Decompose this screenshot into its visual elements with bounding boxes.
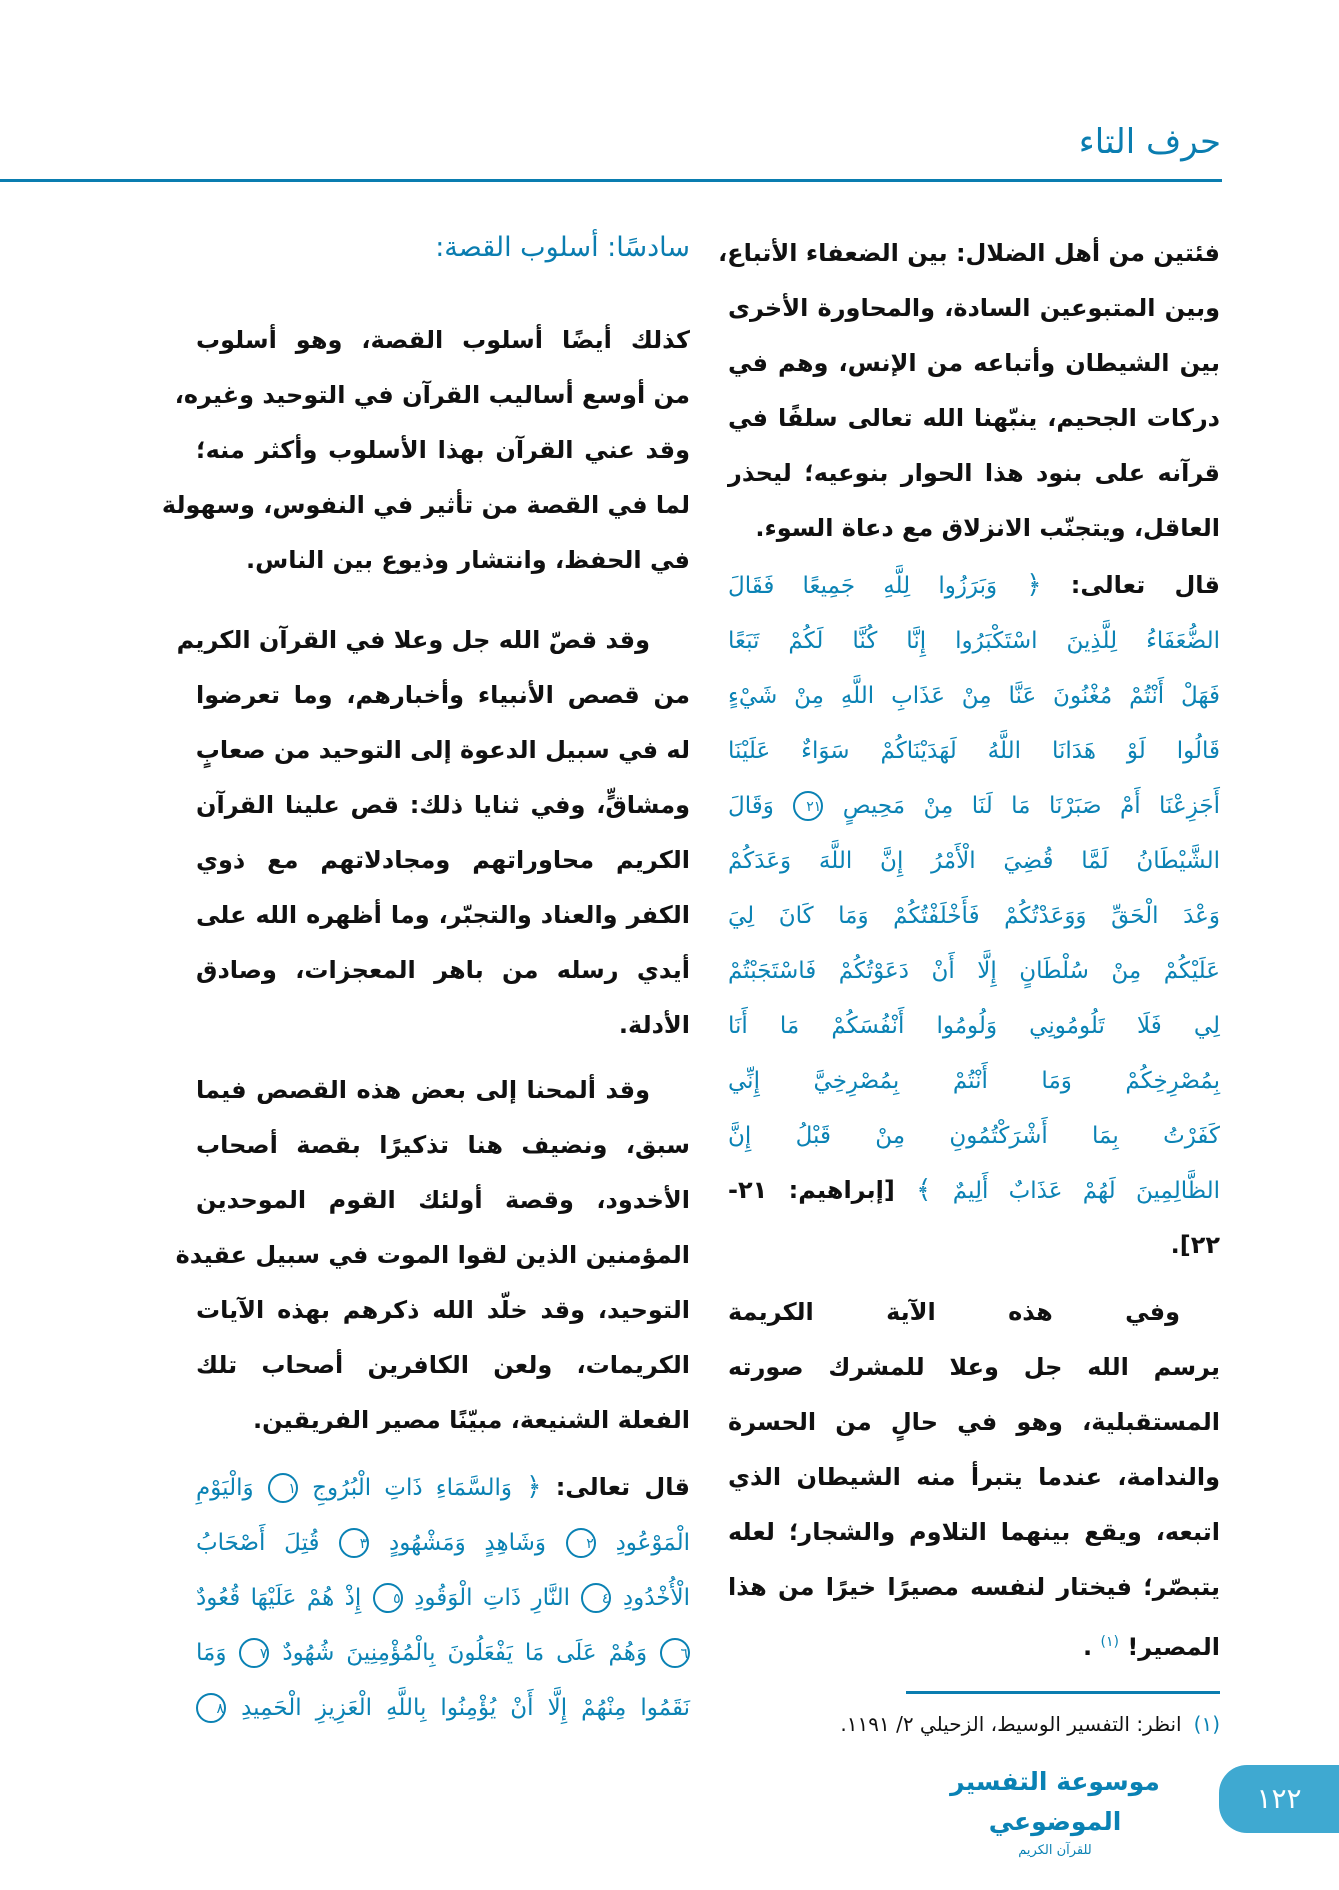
text-line	[196, 778, 690, 833]
text-line	[196, 888, 690, 943]
text-line	[728, 943, 1220, 998]
body-text: الأخدود، وقصة أولئك القوم الموحدين	[196, 1186, 690, 1214]
text-line	[728, 668, 1220, 723]
body-text: قرآنه على بنود هذا الحوار بنوعيه؛ ليحذر	[728, 459, 1220, 487]
body-text: في الحفظ، وانتشار وذيوع بين الناس.	[246, 546, 690, 574]
quran-text: بِمُصْرِخِكُمْ وَمَا أَنْتُمْ بِمُصْرِخِيَّ إِنِّي	[728, 1068, 1220, 1094]
text-line	[196, 1680, 690, 1735]
body-text: الكفر والعناد والتجبّر، وما أظهره الله على	[196, 901, 690, 929]
ornate-bracket: ﴿	[1026, 570, 1042, 600]
quran-text: وَهُمْ عَلَى مَا يَفْعَلُونَ بِالْمُؤْمِنِينَ شُهُودٌ	[282, 1640, 648, 1666]
text-line	[196, 668, 690, 723]
text-line	[728, 558, 1220, 613]
text-line	[175, 1228, 690, 1283]
text-line	[196, 1393, 690, 1448]
body-text: اتبعه، ويقع بينهما التلاوم والشجار؛ لعله	[728, 1518, 1220, 1546]
text-line	[728, 778, 1220, 833]
quran-text: نَقَمُوا مِنْهُمْ إِلَّا أَنْ يُؤْمِنُوا بِاللَّهِ الْعَزِيزِ الْحَمِيدِ	[241, 1695, 690, 1721]
quran-text: الضُّعَفَاءُ لِلَّذِينَ اسْتَكْبَرُوا إِنَّا كُنَّا لَكُمْ تَبَعًا	[728, 628, 1220, 654]
text-line	[728, 446, 1220, 501]
paragraph	[176, 613, 690, 1053]
encyclopedia-logo	[930, 1762, 1180, 1858]
body-text: له في سبيل الدعوة إلى التوحيد من صعابٍ	[195, 736, 690, 764]
body-text: وقد ألمحنا إلى بعض هذه القصص فيما	[196, 1076, 650, 1104]
logo-title: موسوعة التفسير الموضوعي	[950, 1767, 1160, 1836]
text-line	[728, 1560, 1220, 1615]
text-line	[196, 1063, 690, 1118]
ornate-bracket: ﴿	[526, 1472, 542, 1502]
text-line	[196, 1283, 690, 1338]
footnote-text: انظر: التفسير الوسيط، الزحيلي ٢/ ١١٩١.	[840, 1712, 1182, 1736]
body-text: من قصص الأنبياء وأخبارهم، وما تعرضوا	[196, 681, 690, 709]
text-line	[728, 1395, 1220, 1450]
text-line	[196, 1625, 690, 1680]
quran-text: لِي فَلَا تَلُومُونِي وَلُومُوا أَنْفُسَكُمْ مَا أَنَا	[728, 1013, 1220, 1039]
quran-text: أَجَزِعْنَا أَمْ صَبَرْنَا مَا لَنَا مِنْ مَحِيصٍ	[842, 793, 1220, 819]
body-text: [إبراهيم: ٢١-	[728, 1176, 895, 1204]
text-line	[728, 723, 1220, 778]
body-text: المستقبلية، وهو في حالٍ من الحسرة	[728, 1408, 1220, 1436]
text-line	[196, 1338, 690, 1393]
verse-number-marker: ٥	[373, 1583, 403, 1613]
text-line	[728, 1163, 1220, 1218]
text-line	[196, 723, 690, 778]
body-text: المؤمنين الذين لقوا الموت في سبيل عقيدة	[175, 1241, 690, 1269]
quran-text: وَالْيَوْمِ	[196, 1475, 254, 1501]
quran-text: وَبَرَزُوا لِلَّهِ جَمِيعًا فَقَالَ	[728, 573, 998, 599]
body-text: التوحيد، وقد خلّد الله ذكرهم بهذه الآيات	[196, 1296, 690, 1324]
quran-text: وَالسَّمَاءِ ذَاتِ الْبُرُوجِ	[312, 1475, 512, 1501]
text-line	[728, 888, 1220, 943]
body-text: بين الشيطان وأتباعه من الإنس، وهم في	[728, 349, 1220, 377]
paragraph	[196, 1460, 690, 1735]
verse-number-marker: ٦	[660, 1638, 690, 1668]
text-line	[728, 391, 1220, 446]
body-text: وفي هذه الآية الكريمة	[728, 1298, 1180, 1326]
quran-text: كَفَرْتُ بِمَا أَشْرَكْتُمُونِ مِنْ قَبْلُ إِنَّ	[728, 1123, 1220, 1149]
body-text: ومشاقٍّ، وفي ثنايا ذلك: قص علينا القرآن	[196, 791, 690, 819]
paragraph	[728, 558, 1220, 1273]
text-line	[728, 1450, 1220, 1505]
body-text: وبين المتبوعين السادة، والمحاورة الأخرى	[728, 294, 1220, 322]
quran-text: الظَّالِمِينَ لَهُمْ عَذَابٌ أَلِيمٌ	[952, 1178, 1220, 1204]
body-text: وقد قصّ الله جل وعلا في القرآن الكريم	[176, 626, 650, 654]
body-text: الكريم محاوراتهم ومجادلاتهم مع ذوي	[196, 846, 690, 874]
text-line	[174, 368, 690, 423]
body-text: العاقل، ويتجنّب الانزلاق مع دعاة السوء.	[755, 514, 1220, 542]
verse-number-marker: ٧	[239, 1638, 269, 1668]
text-line	[728, 1615, 1220, 1670]
quran-text: قَالُوا لَوْ هَدَانَا اللَّهُ لَهَدَيْنَاكُمْ سَوَاءٌ عَلَيْنَا	[728, 738, 1220, 764]
right-column	[718, 226, 1220, 1670]
text-line	[728, 501, 1220, 556]
left-column	[161, 313, 691, 1735]
body-text: وقد عني القرآن بهذا الأسلوب وأكثر منه؛	[196, 436, 690, 464]
text-line	[728, 336, 1220, 391]
verse-number-marker: ٨	[196, 1693, 226, 1723]
text-line	[728, 1053, 1220, 1108]
ornate-bracket: ﴾	[916, 1175, 932, 1205]
text-line	[196, 1173, 690, 1228]
body-text: لما في القصة من تأثير في النفوس، وسهولة	[161, 491, 690, 519]
body-text: الأدلة.	[618, 1011, 690, 1039]
quran-text: فَهَلْ أَنْتُمْ مُغْنُونَ عَنَّا مِنْ عَذَابِ اللَّهِ مِنْ شَيْءٍ	[728, 683, 1220, 709]
text-line	[728, 1505, 1220, 1560]
verse-number-marker: ٣	[339, 1528, 369, 1558]
verse-number-marker: ٢	[566, 1528, 596, 1558]
footnote-reference: (١)	[1100, 1634, 1119, 1650]
quran-text: وَعْدَ الْحَقِّ وَوَعَدْتُكُمْ فَأَخْلَفْتُكُمْ وَمَا كَانَ لِيَ	[728, 903, 1220, 929]
text-line	[728, 1108, 1220, 1163]
body-text: الفعلة الشنيعة، مبيّنًا مصير الفريقين.	[252, 1406, 690, 1434]
text-line	[196, 313, 690, 368]
text-line	[196, 533, 690, 588]
quran-text: عَلَيْكُمْ مِنْ سُلْطَانٍ إِلَّا أَنْ دَعَوْتُكُمْ فَاسْتَجَبْتُمْ	[728, 958, 1220, 984]
text-line	[196, 1570, 690, 1625]
paragraph	[718, 226, 1220, 556]
text-line	[196, 1515, 690, 1570]
quran-text: الْمَوْعُودِ	[615, 1530, 690, 1556]
body-text: يتبصّر؛ فيختار لنفسه مصيرًا خيرًا من هذا	[728, 1573, 1220, 1601]
text-line	[718, 226, 1220, 281]
text-line	[728, 998, 1220, 1053]
text-line	[196, 998, 690, 1053]
paragraph	[175, 1063, 690, 1448]
body-text: يرسم الله جل وعلا للمشرك صورته	[728, 1353, 1220, 1381]
body-text: الكريمات، ولعن الكافرين أصحاب تلك	[196, 1351, 690, 1379]
body-text: دركات الجحيم، ينبّهنا الله تعالى سلفًا في	[728, 404, 1220, 432]
text-line	[728, 1340, 1220, 1395]
quran-text: إِذْ هُمْ عَلَيْهَا قُعُودٌ	[196, 1585, 362, 1611]
footnote-divider	[906, 1691, 1220, 1694]
body-text: كذلك أيضًا أسلوب القصة، وهو أسلوب	[196, 326, 690, 354]
body-text: أيدي رسله من باهر المعجزات، وصادق	[196, 956, 690, 984]
body-text: من أوسع أساليب القرآن في التوحيد وغيره،	[174, 381, 690, 409]
text-line	[728, 833, 1220, 888]
text-line	[728, 281, 1220, 336]
verse-number-marker: ٢١	[793, 791, 823, 821]
quran-text: وَشَاهِدٍ وَمَشْهُودٍ	[389, 1530, 547, 1556]
text-line	[161, 478, 690, 533]
quran-text: الْأُخْدُودِ	[622, 1585, 691, 1611]
body-text: .	[1083, 1633, 1093, 1661]
text-line	[728, 613, 1220, 668]
quran-text: قُتِلَ أَصْحَابُ	[196, 1530, 320, 1556]
footnote	[728, 1706, 1220, 1742]
text-line	[728, 1285, 1220, 1340]
footnote-number: (١)	[1193, 1712, 1220, 1736]
quran-text: النَّارِ ذَاتِ الْوَقُودِ	[414, 1585, 571, 1611]
quran-text: وَقَالَ	[728, 793, 774, 819]
paragraph	[161, 313, 690, 588]
body-text: والندامة، عندما يتبرأ منه الشيطان الذي	[728, 1463, 1220, 1491]
body-text: قال تعالى:	[541, 1473, 690, 1501]
verse-number-marker: ٤	[581, 1583, 611, 1613]
body-text: المصير!	[1127, 1633, 1220, 1661]
header-divider	[0, 179, 1222, 182]
text-line	[196, 1460, 690, 1515]
paragraph	[728, 1285, 1220, 1670]
text-line	[196, 943, 690, 998]
text-line	[196, 1118, 690, 1173]
running-header-title: حرف التاء	[1078, 122, 1221, 162]
quran-text: الشَّيْطَانُ لَمَّا قُضِيَ الْأَمْرُ إِنَّ اللَّهَ وَعَدَكُمْ	[728, 848, 1220, 874]
body-text: قال تعالى:	[1041, 571, 1220, 599]
text-line	[196, 833, 690, 888]
body-text: ٢٢].	[1170, 1231, 1220, 1259]
text-line	[728, 1218, 1220, 1273]
text-line	[196, 423, 690, 478]
body-text: فئتين من أهل الضلال: بين الضعفاء الأتباع،	[718, 239, 1220, 267]
verse-number-marker: ١	[268, 1473, 298, 1503]
quran-text: وَمَا	[196, 1640, 227, 1666]
body-text: سبق، ونضيف هنا تذكيرًا بقصة أصحاب	[196, 1131, 690, 1159]
logo-subtitle: للقرآن الكريم	[1018, 1843, 1092, 1858]
page-number-badge: ١٢٢	[1219, 1765, 1339, 1833]
text-line	[176, 613, 690, 668]
section-heading: سادسًا: أسلوب القصة:	[435, 232, 690, 263]
